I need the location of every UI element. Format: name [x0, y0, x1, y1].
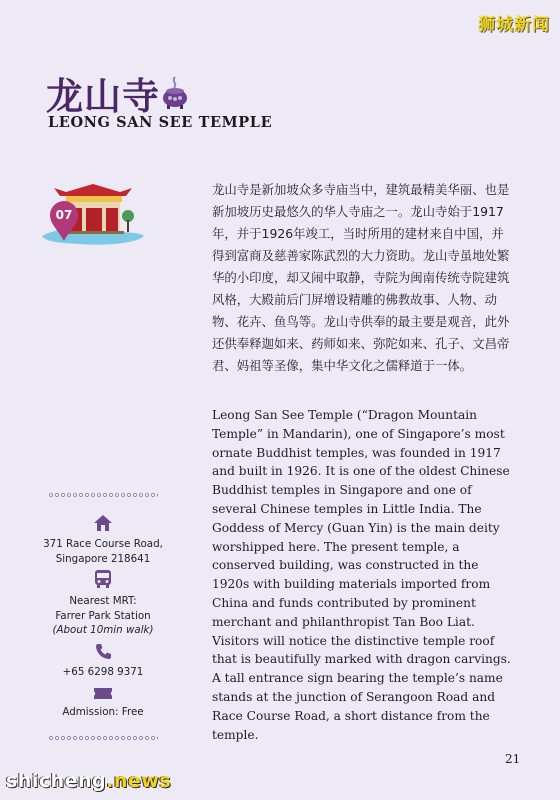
- phone-number: +65 6298 9371: [62, 666, 144, 678]
- home-icon: [93, 514, 113, 532]
- mrt-label: Nearest MRT:: [69, 595, 137, 607]
- top-watermark: 狮城新闻: [478, 15, 550, 35]
- bottom-watermark: [6, 770, 171, 792]
- watermark-suffix: .news: [106, 770, 172, 792]
- admission-text: Admission: Free: [62, 706, 144, 718]
- watermark-main: shicheng: [6, 770, 107, 792]
- badge-number: 07: [55, 208, 73, 222]
- page-title-english: LEONG SAN SEE TEMPLE: [48, 114, 273, 131]
- address-block: [38, 514, 168, 566]
- phone-icon: [95, 643, 112, 660]
- address-line-2: Singapore 218641: [55, 552, 151, 565]
- admission-block: [38, 687, 168, 720]
- mrt-station: Farrer Park Station: [55, 609, 151, 622]
- map-pin-icon: [48, 200, 80, 242]
- top-divider: [48, 492, 158, 498]
- incense-burner-icon: [160, 74, 190, 110]
- bus-icon: [94, 569, 112, 589]
- mrt-walk-time: (About 10min walk): [52, 624, 154, 636]
- page-number: 21: [505, 752, 521, 766]
- bottom-divider: [48, 735, 158, 741]
- chinese-description: 龙山寺是新加坡众多寺庙当中，建筑最精美华丽、也是新加坡历史最悠久的华人寺庙之一。龙山寺始于1917年，并于1926年竣工，当时所用的建材来自中国，并得到富商及慈善家陈武烈的大力资助。龙山寺虽地处繁华的小印度，却又闹中取静，寺院为闽南传统寺院建筑风格，大殿前后门屏增设精雕的佛教故事、人物、动物、花卉、鱼鸟等。龙山寺供奉的最主要是观音，此外还供奉释迦如来、药师如来、弥陀如来、孔子、文昌帝君、妈祖等圣像，集中华文化之儒释道于一体。: [212, 182, 510, 373]
- english-description: Leong San See Temple (“Dragon Mountain Temple” in Mandarin), one of Singapore’s most ornate Buddhist temples, was founded in 1917 and built in 1926. It is one of the oldest Chinese Buddhist temples in Singapore and one of several Chinese temples in Little India. The Goddess of Mercy (Guan Yin) is the main deity worshipped here. The present temple, a conserved building, was constructed in the 1920s with building materials imported from China and funds contributed by prominent merchant and philanthropist Tan Boo Liat. Visitors will notice the distinctive temple roof that is beautifully marked with dragon carvings. A tall entrance sign bearing the temple’s name stands at the junction of Serangoon Road and Race Course Road, a short distance from the temple.: [212, 408, 511, 742]
- mrt-block: [38, 569, 168, 638]
- page-title-chinese: 龙山寺: [46, 74, 160, 118]
- phone-block: [38, 643, 168, 680]
- ticket-icon: [93, 687, 113, 700]
- address-line-1: 371 Race Course Road,: [43, 538, 163, 550]
